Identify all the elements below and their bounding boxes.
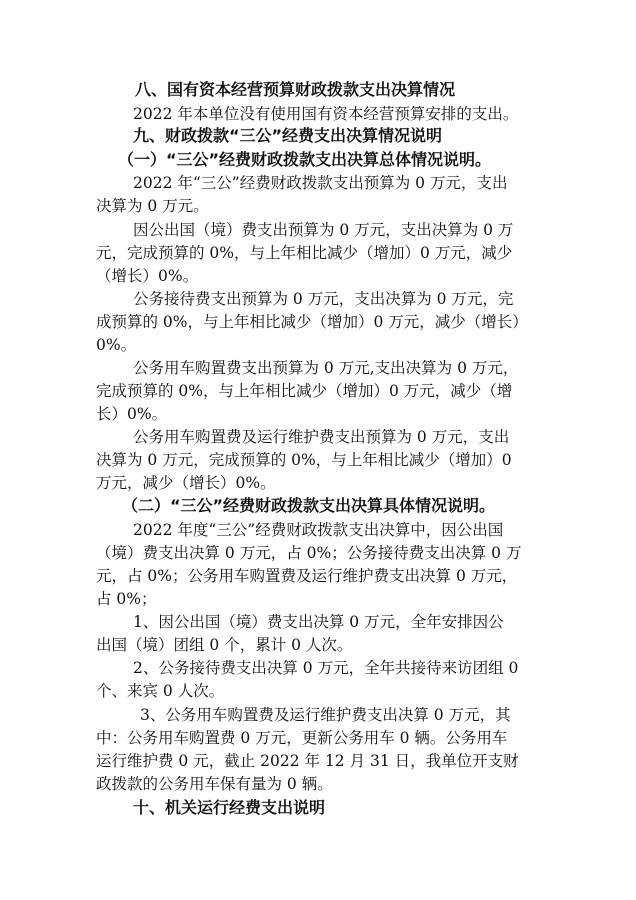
section-heading-9: 九、财政拨款“三公”经费支出决算情况说明 — [133, 126, 443, 145]
paragraph-line: 2022 年“三公”经费财政拨款支出预算为 0 万元，支出 — [133, 174, 508, 192]
paragraph-line: （增长）0%。 — [96, 267, 199, 285]
paragraph-line: 个、来宾 0 人次。 — [96, 682, 225, 700]
paragraph-line: 1、因公出国（境）费支出决算 0 万元，全年安排因公 — [133, 613, 504, 631]
subsection-heading-2: （二）“三公”经费财政拨款支出决算具体情况说明。 — [122, 496, 496, 515]
paragraph-line: 2、公务接待费支出决算 0 万元，全年共接待来访团组 0 — [133, 659, 519, 677]
section-heading-8: 八、国有资本经营预算财政拨款支出决算情况 — [135, 80, 456, 99]
paragraph-line: 因公出国（境）费支出预算为 0 万元，支出决算为 0 万 — [133, 221, 514, 239]
paragraph-line: 公务用车购置费及运行维护费支出预算为 0 万元，支出 — [133, 428, 510, 446]
paragraph-line: 政拨款的公务用车保有量为 0 辆。 — [96, 775, 333, 793]
paragraph-line: 决算为 0 万元。 — [96, 197, 209, 215]
paragraph-line: 2022 年本单位没有使用国有资本经营预算安排的支出。 — [133, 105, 519, 123]
paragraph-line: 公务接待费支出预算为 0 万元，支出决算为 0 万元，完 — [133, 290, 514, 308]
paragraph-line: 0%。 — [96, 336, 137, 354]
paragraph-line: 成预算的 0%，与上年相比减少（增加）0 万元，减少（增长） — [96, 313, 528, 331]
section-heading-10: 十、机关运行经费支出说明 — [133, 798, 326, 817]
paragraph-line: 万元，减少（增长）0%。 — [96, 474, 276, 492]
paragraph-line: 中：公务用车购置费 0 万元，更新公务用车 0 辆。公务用车 — [96, 729, 508, 747]
paragraph-line: 元，占 0%；公务用车购置费及运行维护费支出决算 0 万元， — [96, 567, 518, 585]
paragraph-line: 元，完成预算的 0%，与上年相比减少（增加）0 万元，减少 — [96, 244, 513, 262]
paragraph-line: 运行维护费 0 元，截止 2022 年 12 月 31 日，我单位开支财 — [96, 752, 519, 770]
paragraph-line: 出国（境）团组 0 个，累计 0 人次。 — [96, 636, 353, 654]
paragraph-line: 2022 年度“三公”经费财政拨款支出决算中，因公出国 — [133, 521, 504, 539]
paragraph-line: 决算为 0 万元，完成预算的 0%，与上年相比减少（增加）0 — [96, 451, 512, 469]
paragraph-line: 公务用车购置费支出预算为 0 万元,支出决算为 0 万元， — [133, 359, 519, 377]
paragraph-line: 占 0%； — [96, 590, 157, 608]
paragraph-line: 完成预算的 0%，与上年相比减少（增加）0 万元，减少（增 — [96, 382, 513, 400]
paragraph-line: 长）0%。 — [96, 405, 168, 423]
paragraph-line: 3、公务用车购置费及运行维护费支出决算 0 万元，其 — [140, 706, 511, 724]
paragraph-line: （境）费支出决算 0 万元，占 0%；公务接待费支出决算 0 万 — [96, 544, 522, 562]
subsection-heading-1: （一）“三公”经费财政拨款支出决算总体情况说明。 — [118, 150, 492, 169]
